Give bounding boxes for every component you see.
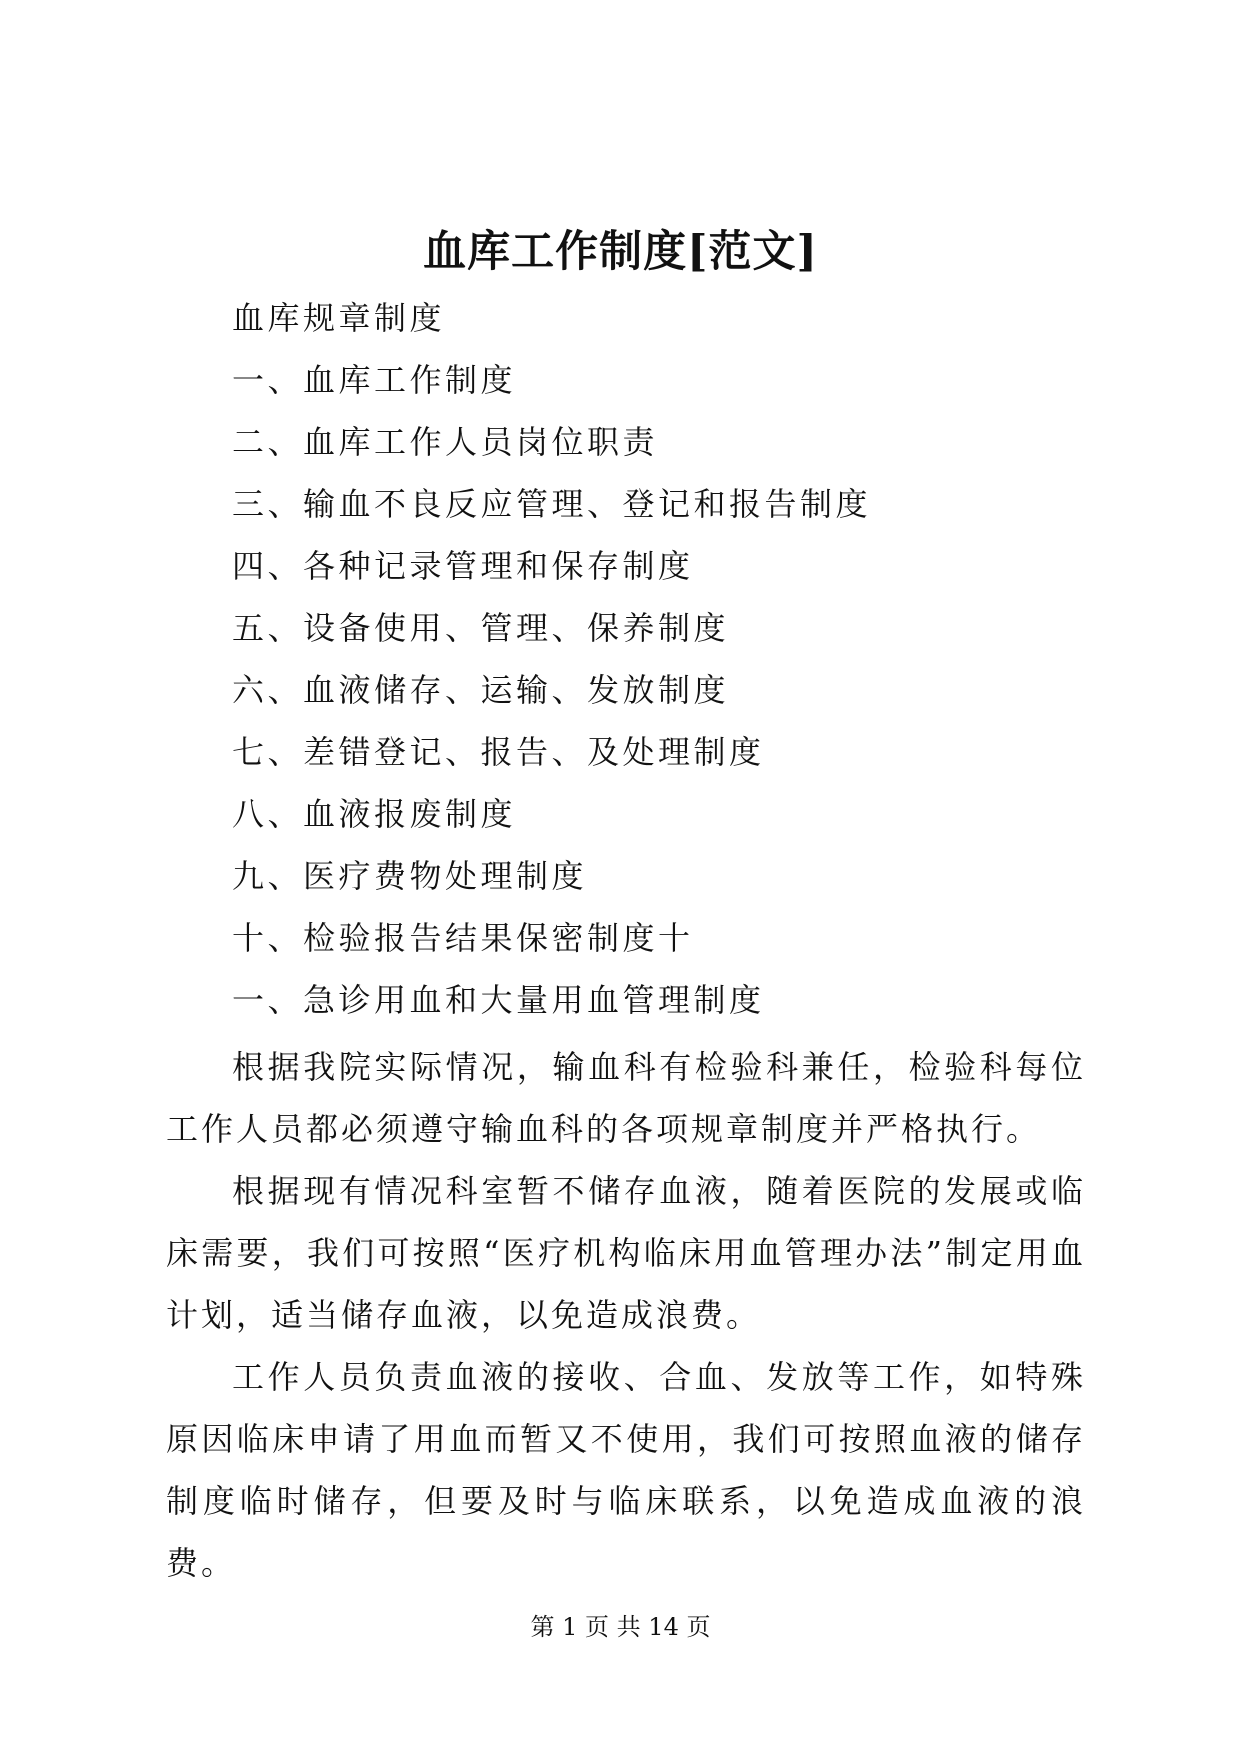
toc-item: 三、输血不良反应管理、登记和报告制度 xyxy=(232,485,872,523)
toc-item: 六、血液储存、运输、发放制度 xyxy=(232,671,730,709)
toc-item: 十、检验报告结果保密制度十 xyxy=(232,919,694,957)
toc-item: 四、各种记录管理和保存制度 xyxy=(232,547,694,585)
body-paragraph: 工作人员负责血液的接收、合血、发放等工作，如特殊原因临床申请了用血而暂又不使用，我们可按照血液的储存制度临时储存，但要及时与临床联系，以免造成血液的浪费。 xyxy=(166,1358,1086,1582)
toc-item: 二、血库工作人员岗位职责 xyxy=(232,423,659,461)
toc-item: 五、设备使用、管理、保养制度 xyxy=(232,609,730,647)
body-paragraph: 根据我院实际情况，输血科有检验科兼任，检验科每位工作人员都必须遵守输血科的各项规章制度并严格执行。 xyxy=(166,1048,1086,1148)
body-paragraph: 根据现有情况科室暂不储存血液，随着医院的发展或临床需要，我们可按照“医疗机构临床用血管理办法”制定用血计划，适当储存血液，以免造成浪费。 xyxy=(166,1172,1086,1334)
toc-item: 一、急诊用血和大量用血管理制度 xyxy=(232,981,765,1019)
toc-item: 八、血液报废制度 xyxy=(232,795,517,833)
toc-list xyxy=(232,293,871,1037)
toc-item: 一、血库工作制度 xyxy=(232,361,517,399)
toc-item: 九、医疗费物处理制度 xyxy=(232,857,588,895)
toc-item: 七、差错登记、报告、及处理制度 xyxy=(232,733,765,771)
document-title: 血库工作制度[范文] xyxy=(423,227,818,277)
toc-item: 血库规章制度 xyxy=(232,299,446,337)
page-footer: 第 1 页 共 14 页 xyxy=(530,1613,711,1641)
